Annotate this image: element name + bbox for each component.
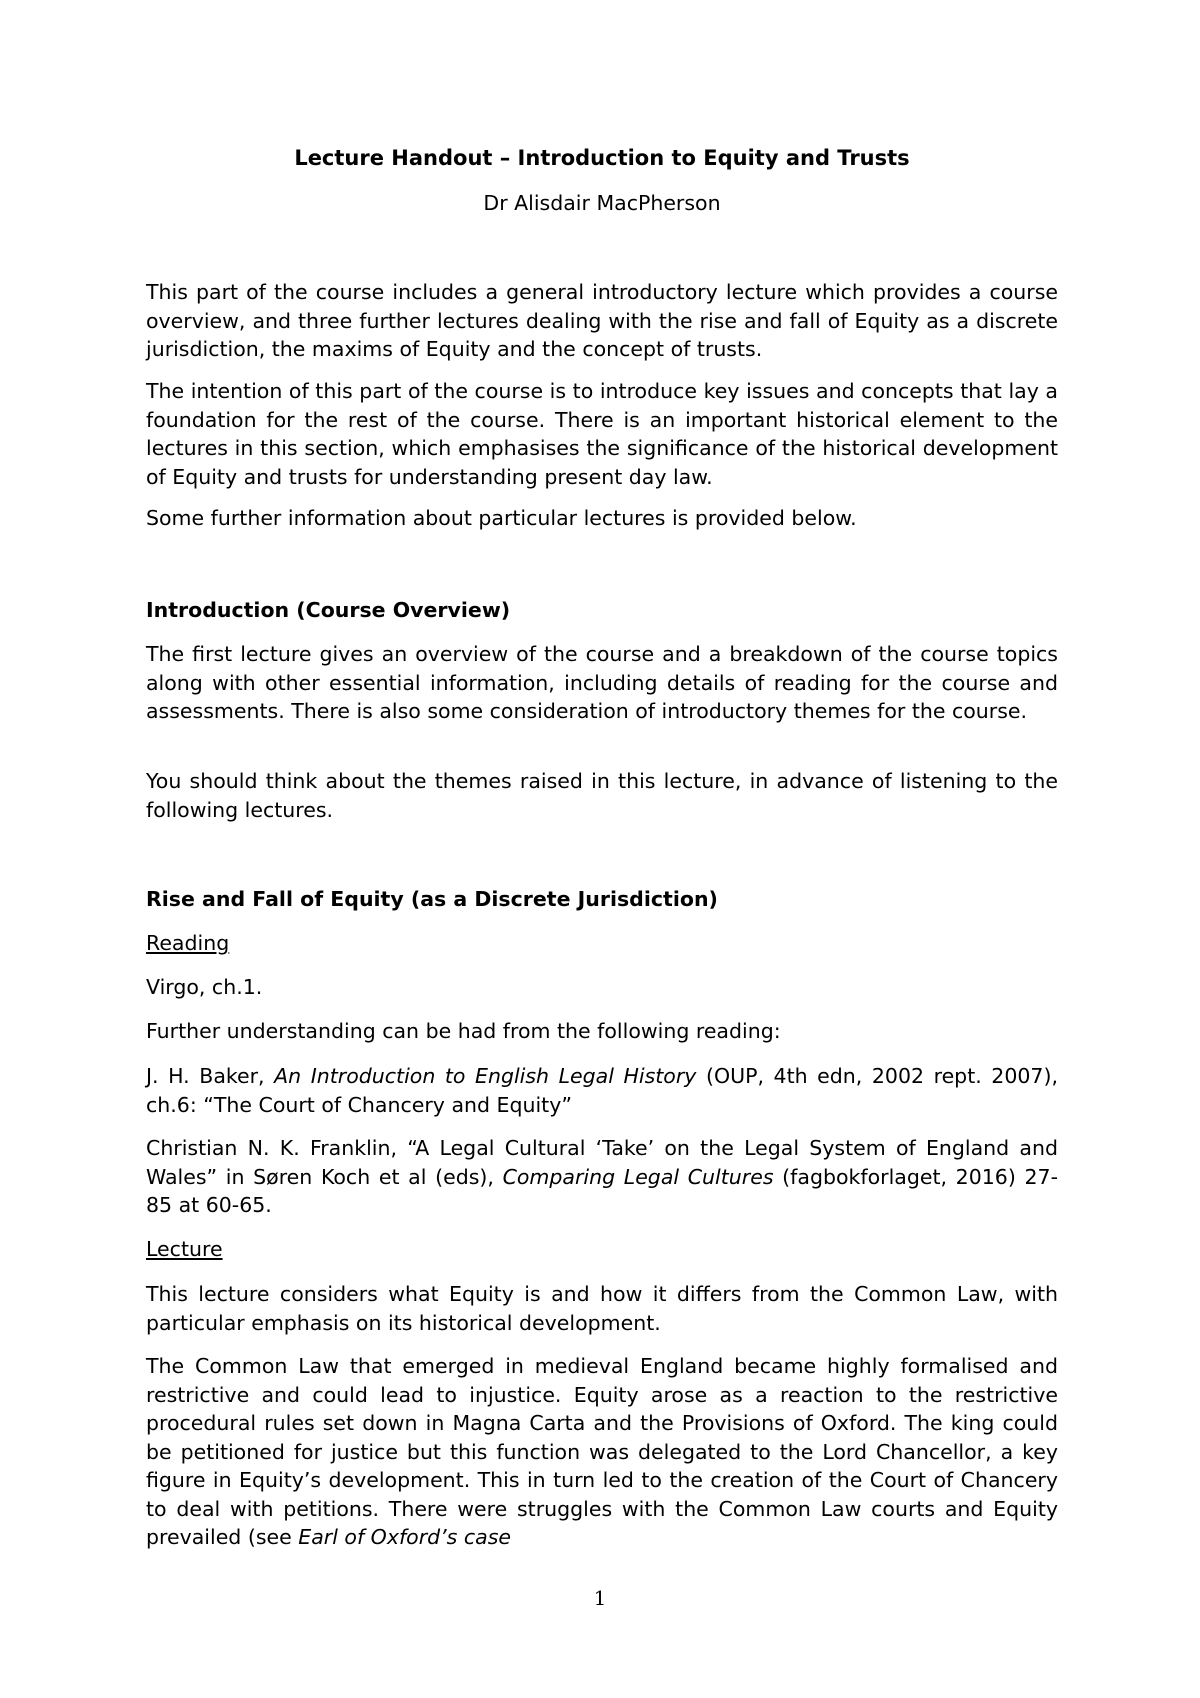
- franklin-citation-pre: Christian N. K. Franklin, “A Legal Cultural ‘Take’ on the Legal System of England and Wales” in Søren Koch et al (eds),: [146, 1136, 1058, 1189]
- page-number: 1: [593, 1586, 607, 1610]
- section-heading-course-overview: Introduction (Course Overview): [146, 598, 511, 622]
- section-heading-rise-and-fall: Rise and Fall of Equity (as a Discrete Jurisdiction): [146, 887, 718, 911]
- intro-paragraph-3: Some further information about particular lectures is provided below.: [146, 506, 857, 530]
- lecture-paragraph-2-text: The Common Law that emerged in medieval England became highly formalised and restrictive and could lead to injustice. Equity arose as a reaction to the restrictive procedural rules set down in Magna Carta and the Provisions of Oxford. The king could be petitioned for justice but this function was delegated to the Lord Chancellor, a key figure in Equity’s development. This in turn led to the creation of the Court of Chancery to deal with petitions. There were struggles with the Common Law courts and Equity prevailed (see: [146, 1354, 1058, 1549]
- baker-citation-post: (OUP, 4th edn, 2002 rept. 2007), ch.6: “The Court of Chancery and Equity”: [146, 1064, 1058, 1117]
- case-name: Earl of Oxford’s case: [298, 1525, 511, 1549]
- baker-citation-pre: J. H. Baker,: [146, 1064, 275, 1088]
- reading-further-intro: Further understanding can be had from the following reading:: [146, 1019, 781, 1043]
- lecture-paragraph-1: This lecture considers what Equity is and how it differs from the Common Law, with particular emphasis on its historical development.: [146, 1282, 1058, 1335]
- overview-paragraph-2: You should think about the themes raised in this lecture, in advance of listening to the following lectures.: [146, 769, 1058, 822]
- reading-franklin: [146, 1134, 1058, 1220]
- lecture-paragraph-2: [146, 1352, 1058, 1552]
- lecture-label: Lecture: [146, 1237, 223, 1261]
- intro-paragraph-1: This part of the course includes a general introductory lecture which provides a course overview, and three further lectures dealing with the rise and fall of Equity as a discrete jurisdiction, the maxims of Equity and the concept of trusts.: [146, 280, 1058, 361]
- author-name: Dr Alisdair MacPherson: [483, 191, 721, 215]
- reading-baker: [146, 1062, 1058, 1119]
- reading-virgo: Virgo, ch.1.: [146, 975, 263, 999]
- baker-book-title: An Introduction to English Legal History: [274, 1064, 697, 1088]
- overview-paragraph-1: The first lecture gives an overview of the course and a breakdown of the course topics along with other essential information, including details of reading for the course and assessments. There is also some consideration of introductory themes for the course.: [146, 642, 1058, 723]
- franklin-citation-post: (fagbokforlaget, 2016) 27-85 at 60-65.: [146, 1164, 1058, 1217]
- intro-paragraph-2: The intention of this part of the course is to introduce key issues and concepts that lay a foundation for the rest of the course. There is an important historical element to the lectures in this section, which emphasises the significance of the historical development of Equity and trusts for understanding present day law.: [146, 379, 1058, 489]
- franklin-book-title: Comparing Legal Cultures: [502, 1164, 774, 1189]
- page-title: Lecture Handout – Introduction to Equity and Trusts: [294, 146, 910, 170]
- reading-label: Reading: [146, 931, 230, 955]
